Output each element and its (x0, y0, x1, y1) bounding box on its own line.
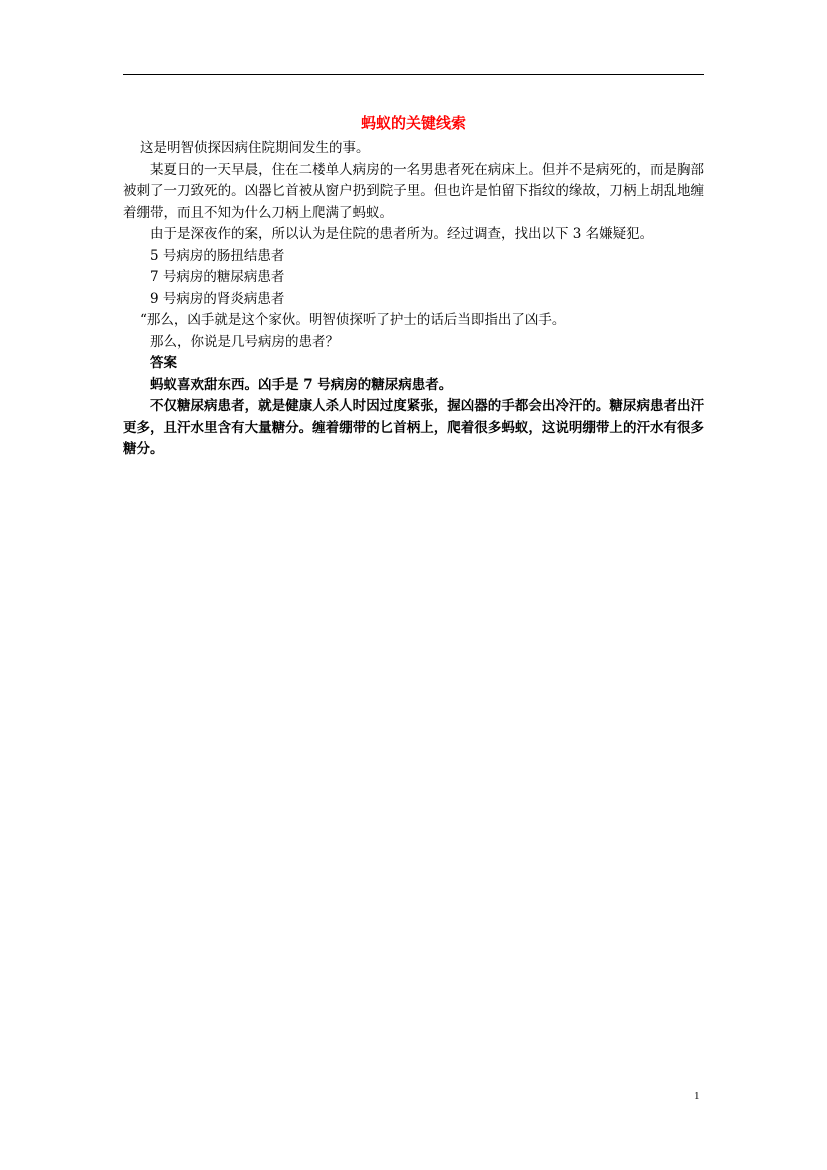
suspect-item: 9 号病房的肾炎病患者 (150, 290, 285, 307)
story-paragraph: 由于是深夜作的案，所以认为是住院的患者所为。经过调查，找出以下 3 名嫌疑犯。 (150, 226, 654, 242)
document-body (123, 110, 704, 461)
suspect-item: 5 号病房的肠扭结患者 (150, 247, 285, 264)
story-paragraph: 某夏日的一天早晨，住在二楼单人病房的一名男患者死在病床上。但并不是病死的，而是胸部被刺了一刀致死的。凶器匕首被从窗户扔到院子里。但也许是怕留下指纹的缘故，刀柄上胡乱地缠着绷带，而且不知为什么刀柄上爬满了蚂蚁。 (123, 161, 704, 221)
header-rule (123, 74, 704, 75)
story-paragraph: “那么，凶手就是这个家伙。明智侦探听了护士的话后当即指出了凶手。 (140, 312, 566, 328)
answer-heading: 答案 (150, 355, 177, 371)
answer-paragraph: 不仅糖尿病患者，就是健康人杀人时因过度紧张，握凶器的手都会出冷汗的。糖尿病患者出汗更多，且汗水里含有大量糖分。缠着绷带的匕首柄上，爬着很多蚂蚁，这说明绷带上的汗水有很多糖分。 (123, 398, 704, 457)
story-paragraph: 这是明智侦探因病住院期间发生的事。 (140, 140, 370, 156)
question-paragraph: 那么，你说是几号病房的患者？ (150, 333, 339, 350)
suspect-item: 7 号病房的糖尿病患者 (150, 269, 285, 285)
page-title: 蚂蚁的关键线索 (360, 114, 466, 132)
answer-paragraph: 蚂蚁喜欢甜东西。凶手是 7 号病房的糖尿病患者。 (150, 376, 453, 393)
page-number: 1 (694, 1090, 700, 1102)
